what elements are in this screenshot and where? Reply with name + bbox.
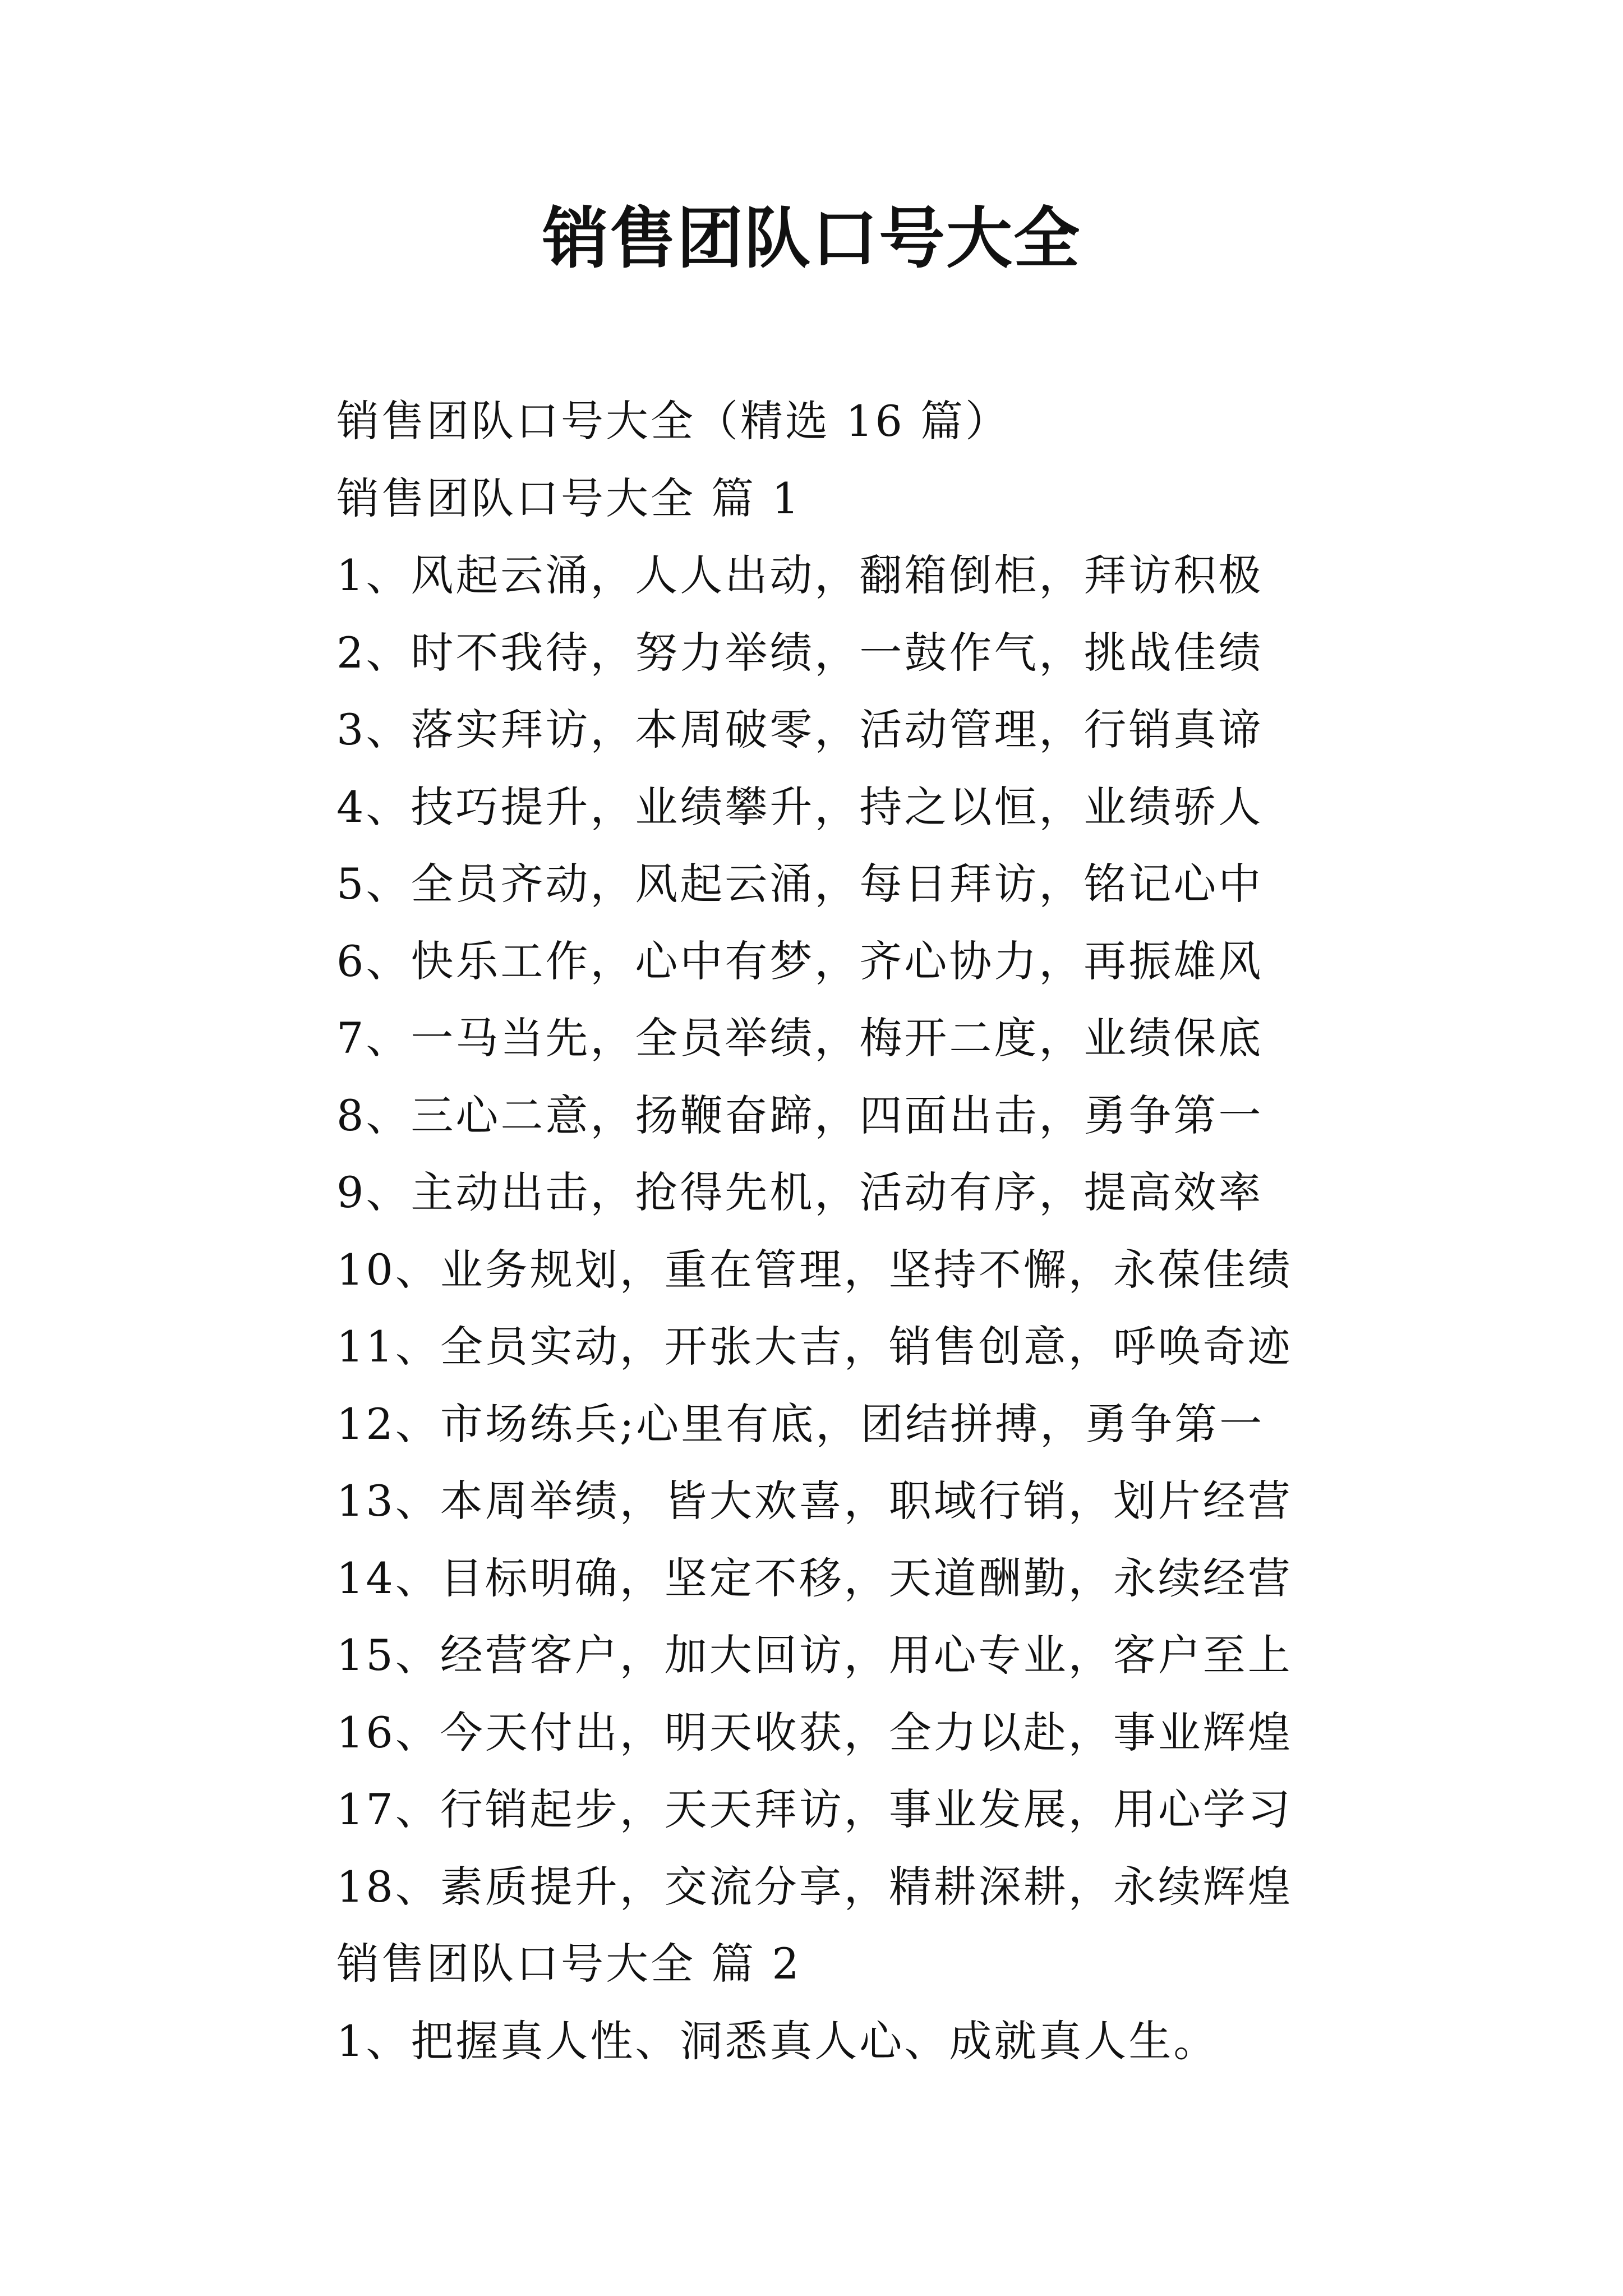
slogan-item: 17、行销起步，天天拜访，事业发展，用心学习: [336, 1784, 1293, 1834]
slogan-item: 15、经营客户，加大回访，用心专业，客户至上: [336, 1630, 1293, 1680]
slogan-item: 1、把握真人性、洞悉真人心、成就真人生。: [336, 2016, 1219, 2066]
slogan-item: 12、市场练兵;心里有底，团结拼搏，勇争第一: [336, 1398, 1265, 1449]
slogan-item: 13、本周举绩，皆大欢喜，职域行销，划片经营: [336, 1476, 1293, 1526]
slogan-item: 7、一马当先，全员举绩，梅开二度，业绩保底: [336, 1013, 1264, 1063]
slogan-item: 6、快乐工作，心中有梦，齐心协力，再振雄风: [336, 936, 1264, 986]
slogan-item: 1、风起云涌，人人出动，翻箱倒柜，拜访积极: [336, 550, 1264, 600]
section-heading: 销售团队口号大全 篇 2: [336, 1939, 801, 1989]
document-subtitle: 销售团队口号大全（精选 16 篇）: [336, 396, 1011, 446]
slogan-item: 5、全员齐动，风起云涌，每日拜访，铭记心中: [336, 859, 1264, 909]
slogan-item: 11、全员实动，开张大吉，销售创意，呼唤奇迹: [336, 1322, 1293, 1372]
slogan-item: 18、素质提升，交流分享，精耕深耕，永续辉煌: [336, 1861, 1293, 1912]
section-heading: 销售团队口号大全 篇 1: [336, 473, 801, 523]
slogan-item: 3、落实拜访，本周破零，活动管理，行销真谛: [336, 705, 1264, 754]
slogan-item: 2、时不我待，努力举绩，一鼓作气，挑战佳绩: [336, 627, 1264, 678]
slogan-item: 10、业务规划，重在管理，坚持不懈，永葆佳绩: [336, 1244, 1293, 1295]
document-body: [336, 383, 1570, 2079]
slogan-item: 16、今天付出，明天收获，全力以赴，事业辉煌: [336, 1707, 1293, 1757]
slogan-item: 8、三心二意，扬鞭奋蹄，四面出击，勇争第一: [336, 1090, 1264, 1140]
slogan-item: 4、技巧提升，业绩攀升，持之以恒，业绩骄人: [336, 781, 1264, 832]
document-title: 销售团队口号大全: [542, 199, 1081, 277]
slogan-item: 14、目标明确，坚定不移，天道酬勤，永续经营: [336, 1553, 1293, 1603]
slogan-item: 9、主动出击，抢得先机，活动有序，提高效率: [336, 1167, 1264, 1217]
